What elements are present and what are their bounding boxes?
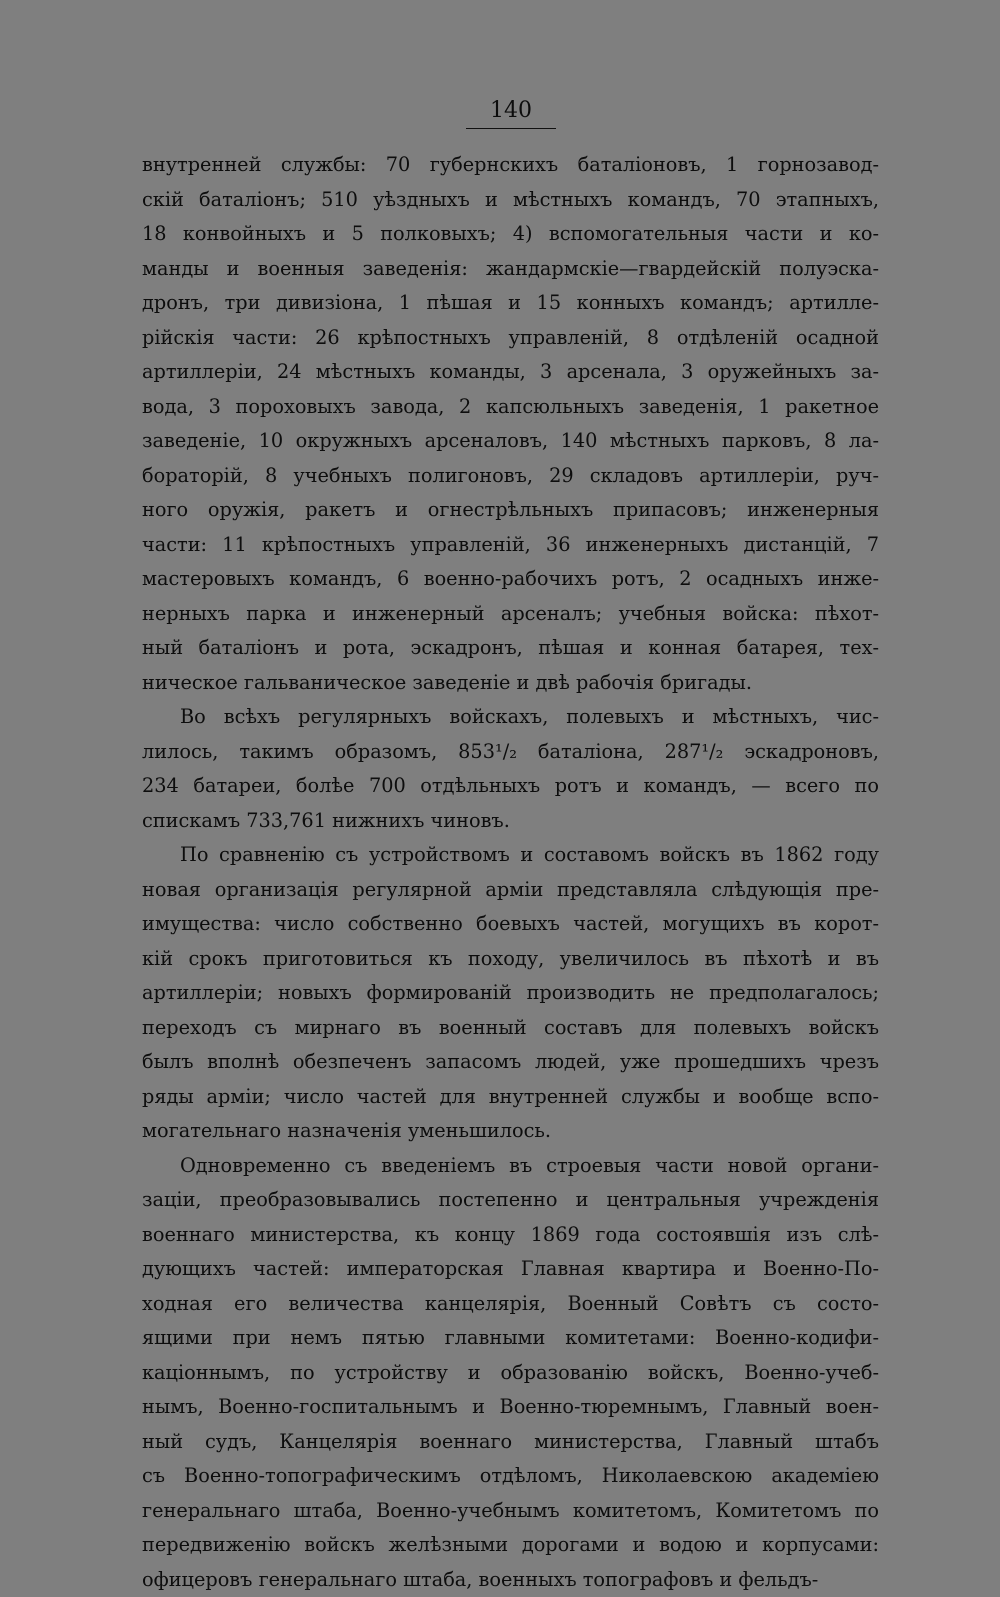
text-line: манды и военныя заведенія: жандармскіе—гвардейскій полуэска- [142,252,879,287]
text-line: ническое гальваническое заведеніе и двѣ рабочія бригады. [142,666,879,701]
text-line: новая организація регулярной арміи представляла слѣдующія пре- [142,873,879,908]
text-line: артиллеріи, 24 мѣстныхъ команды, 3 арсенала, 3 оружейныхъ за- [142,355,879,390]
text-line: генеральнаго штаба, Военно-учебнымъ комитетомъ, Комитетомъ по [142,1494,879,1529]
text-line: военнаго министерства, къ концу 1869 года состоявшія изъ слѣ- [142,1218,879,1253]
text-line: ного оружія, ракетъ и огнестрѣльныхъ припасовъ; инженерныя [142,493,879,528]
text-line: мастеровыхъ командъ, 6 военно-рабочихъ ротъ, 2 осадныхъ инже- [142,562,879,597]
paragraph [142,1149,879,1597]
text-line: дующихъ частей: императорская Главная квартира и Военно-По- [142,1252,879,1287]
text-line: заціи, преобразовывались постепенно и центральныя учрежденія [142,1183,879,1218]
text-line: кій срокъ приготовиться къ походу, увеличилось въ пѣхотѣ и въ [142,942,879,977]
text-line: ящими при немъ пятью главными комитетами: Военно-кодифи- [142,1321,879,1356]
paragraph [142,838,879,1149]
text-line: скій баталіонъ; 510 уѣздныхъ и мѣстныхъ командъ, 70 этапныхъ, [142,183,879,218]
body-text [142,148,879,1597]
paragraph [142,700,879,838]
text-line: ходная его величества канцелярія, Военный Совѣтъ съ состо- [142,1287,879,1322]
text-line: съ Военно-топографическимъ отдѣломъ, Николаевскою академіею [142,1459,879,1494]
text-line: переходъ съ мирнаго въ военный составъ для полевыхъ войскъ [142,1011,879,1046]
text-line: нымъ, Военно-госпитальнымъ и Военно-тюремнымъ, Главный воен- [142,1390,879,1425]
text-line: По сравненію съ устройствомъ и составомъ войскъ въ 1862 году [142,838,879,873]
text-line: Одновременно съ введеніемъ въ строевыя части новой органи- [142,1149,879,1184]
text-line: каціоннымъ, по устройству и образованію войскъ, Военно-учеб- [142,1356,879,1391]
text-line: офицеровъ генеральнаго штаба, военныхъ топографовъ и фельдъ- [142,1563,879,1597]
text-line: рійскія части: 26 крѣпостныхъ управленій, 8 отдѣленій осадной [142,321,879,356]
text-line: былъ вполнѣ обезпеченъ запасомъ людей, уже прошедшихъ чрезъ [142,1045,879,1080]
text-line: вода, 3 пороховыхъ завода, 2 капсюльныхъ заведенія, 1 ракетное [142,390,879,425]
text-line: 234 батареи, болѣе 700 отдѣльныхъ ротъ и командъ, — всего по [142,769,879,804]
text-line: бораторій, 8 учебныхъ полигоновъ, 29 складовъ артиллеріи, руч- [142,459,879,494]
page-number: 140 [466,96,556,129]
text-line: 18 конвойныхъ и 5 полковыхъ; 4) вспомогательныя части и ко- [142,217,879,252]
paragraph [142,148,879,700]
text-line: передвиженію войскъ желѣзными дорогами и водою и корпусами: [142,1528,879,1563]
text-line: заведеніе, 10 окружныхъ арсеналовъ, 140 мѣстныхъ парковъ, 8 ла- [142,424,879,459]
text-line: лилось, такимъ образомъ, 853¹/₂ баталіона, 287¹/₂ эскадроновъ, [142,735,879,770]
text-line: нерныхъ парка и инженерный арсеналъ; учебныя войска: пѣхот- [142,597,879,632]
text-line: спискамъ 733,761 нижнихъ чиновъ. [142,804,879,839]
text-line: Во всѣхъ регулярныхъ войскахъ, полевыхъ и мѣстныхъ, чис- [142,700,879,735]
text-line: дронъ, три дивизіона, 1 пѣшая и 15 конныхъ командъ; артилле- [142,286,879,321]
text-line: имущества: число собственно боевыхъ частей, могущихъ въ корот- [142,907,879,942]
text-line: могательнаго назначенія уменьшилось. [142,1114,879,1149]
text-line: части: 11 крѣпостныхъ управленій, 36 инженерныхъ дистанцій, 7 [142,528,879,563]
text-line: ный баталіонъ и рота, эскадронъ, пѣшая и конная батарея, тех- [142,631,879,666]
text-line: внутренней службы: 70 губернскихъ баталіоновъ, 1 горнозавод- [142,148,879,183]
text-line: ный судъ, Канцелярія военнаго министерства, Главный штабъ [142,1425,879,1460]
text-line: артиллеріи; новыхъ формированій производить не предполагалось; [142,976,879,1011]
text-line: ряды арміи; число частей для внутренней службы и вообще вспо- [142,1080,879,1115]
